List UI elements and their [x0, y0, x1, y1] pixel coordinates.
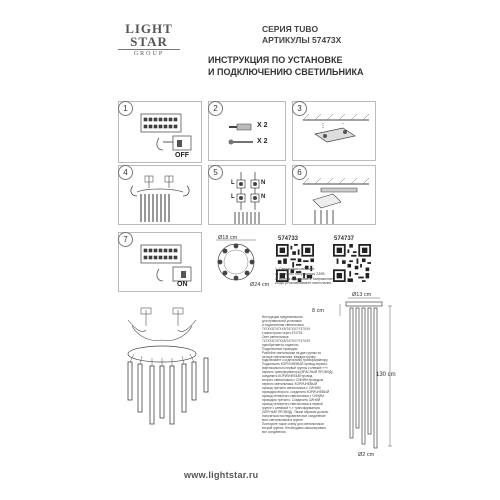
step-3-panel — [292, 101, 376, 161]
instruction-line: Подключить КОРИЧНЕВЫЙ провод первого — [262, 362, 328, 367]
instruction-line: к магистрали через 574733. — [262, 330, 304, 335]
step-1-panel — [118, 101, 202, 163]
instruction-line: проводом третьего. Соединить СИНИЙ — [262, 398, 321, 403]
instruction-line: и подключения светильника — [262, 322, 304, 327]
wiring-instructions — [262, 316, 334, 435]
instruction-line: все соединения. — [262, 429, 287, 434]
instruction-line: четыре светильника. Каждую группу — [262, 354, 316, 359]
instruction-line: Подключение проводов: — [262, 346, 298, 351]
series-name: СЕРИЯ TUBO — [262, 24, 319, 34]
ring-diameter-label: Ø18 cm — [218, 235, 238, 241]
terminal-l-bottom: L — [231, 194, 235, 200]
instruction-line: Инструкция предназначена — [262, 315, 303, 319]
step-5-number: 5 — [208, 165, 223, 180]
instruction-line: (вертикального первой группы к клемме «+» — [262, 366, 328, 371]
tube-diameter-label: Ø2 cm — [358, 452, 375, 458]
instruction-line: второго светильника с СИНИМ проводом — [262, 378, 324, 383]
step-7-panel — [118, 232, 202, 292]
rod-diameter-label: Ø13 cm — [352, 292, 372, 298]
terminal-n-bottom: N — [261, 194, 266, 200]
step-6-number: 6 — [292, 165, 307, 180]
instruction-line: группе с клеммой «-» трансформатора — [262, 405, 320, 410]
instruction-line: провод третьего светильника с СИНИМ — [262, 386, 321, 391]
step-4-number: 4 — [118, 165, 133, 180]
logo-line1: LIGHT — [125, 21, 173, 36]
instruction-line: первого светильника, КОРИЧНЕВЫЙ — [262, 382, 318, 387]
logo-line3: GROUP — [118, 49, 180, 57]
step-1-off-label: OFF — [175, 152, 189, 159]
offset-dimension — [310, 300, 346, 320]
step-7-on-label: ON — [177, 281, 188, 288]
wiring-illustration — [116, 300, 224, 460]
note-line: от сетевого напряжения 230В. — [275, 271, 326, 276]
instruction-line: Свет светильника — [262, 334, 289, 339]
step-3-number: 3 — [292, 101, 307, 116]
title-line2: И ПОДКЛЮЧЕНИЮ СВЕТИЛЬНИКА — [208, 67, 364, 77]
instruction-line: первого трансформатора (КРАСНЫЙ ПРОВОД), — [262, 370, 334, 375]
title-line1: ИНСТРУКЦИЯ ПО УСТАНОВКЕ — [208, 55, 343, 65]
instruction-line: (ЧЕРНЫЙ ПРОВОД). Таким образом должно — [262, 409, 329, 414]
step-2-panel — [208, 101, 286, 161]
instruction-line: приобретается отдельно. — [262, 342, 300, 347]
step-2-screw-qty: X 2 — [257, 138, 268, 145]
instruction-line: подключайте к отдельному трансформатору. — [262, 358, 329, 363]
instruction-line: проводом второго, соединить КОРИЧНЕВЫЙ — [262, 390, 330, 395]
step-2-number: 2 — [208, 101, 223, 116]
step-6-panel — [292, 165, 376, 225]
website-link[interactable]: www.lightstar.ru — [184, 470, 259, 480]
logo-line2: STAR — [130, 34, 168, 49]
article-574737-label: 574737 — [334, 236, 355, 242]
instruction-line: провод четвертого светильника с СИНИМ — [262, 394, 324, 399]
instruction-line: Повторите такое схему для светильников — [262, 421, 324, 426]
step-4-panel — [118, 165, 202, 225]
instruction-line: 747XX3/747XX5/747XX7/747XX9 — [262, 326, 311, 331]
page-title — [208, 54, 364, 78]
terminal-n-top: N — [261, 180, 266, 186]
instruction-line: провод четвертого светильника в первой — [262, 401, 323, 406]
step-5-panel — [208, 165, 286, 225]
lightstar-logo — [118, 22, 180, 57]
offset-label: 8 cm — [312, 308, 324, 314]
note-line: когда устанавливаете светильник. — [275, 281, 333, 286]
terminal-l-top: L — [231, 180, 235, 186]
series-block — [262, 24, 341, 46]
instruction-line: получиться последовательное соединение — [262, 413, 326, 418]
note-line: 1. Светильник работает — [275, 267, 315, 271]
step-1-number: 1 — [118, 101, 133, 116]
instruction-line: всех светильников в группе. — [262, 417, 304, 422]
instruction-line: для правильной установки — [262, 318, 302, 323]
step-2-anchor-qty: X 2 — [257, 122, 268, 129]
step-7-number: 7 — [118, 232, 133, 247]
article-574733-label: 574733 — [278, 236, 299, 242]
instruction-line: соединить КОРИЧНЕВЫЙ провод — [262, 374, 313, 379]
top-view-drawing — [206, 232, 270, 288]
canopy-diameter-label: Ø24 cm — [250, 282, 270, 288]
article-range: АРТИКУЛЫ 57473X — [262, 35, 342, 45]
height-label: 130 cm — [376, 372, 396, 378]
instruction-line: 747XX3/747XX5/747XX7/747XX9 — [262, 338, 311, 343]
instruction-line: Разбейте светильники на две группы по — [262, 350, 322, 355]
safety-notes — [275, 267, 395, 286]
note-line: 2. Всегда выключайте напряжение, — [275, 276, 334, 281]
instruction-line: второй группы. Необходимо заизолировать — [262, 425, 327, 430]
